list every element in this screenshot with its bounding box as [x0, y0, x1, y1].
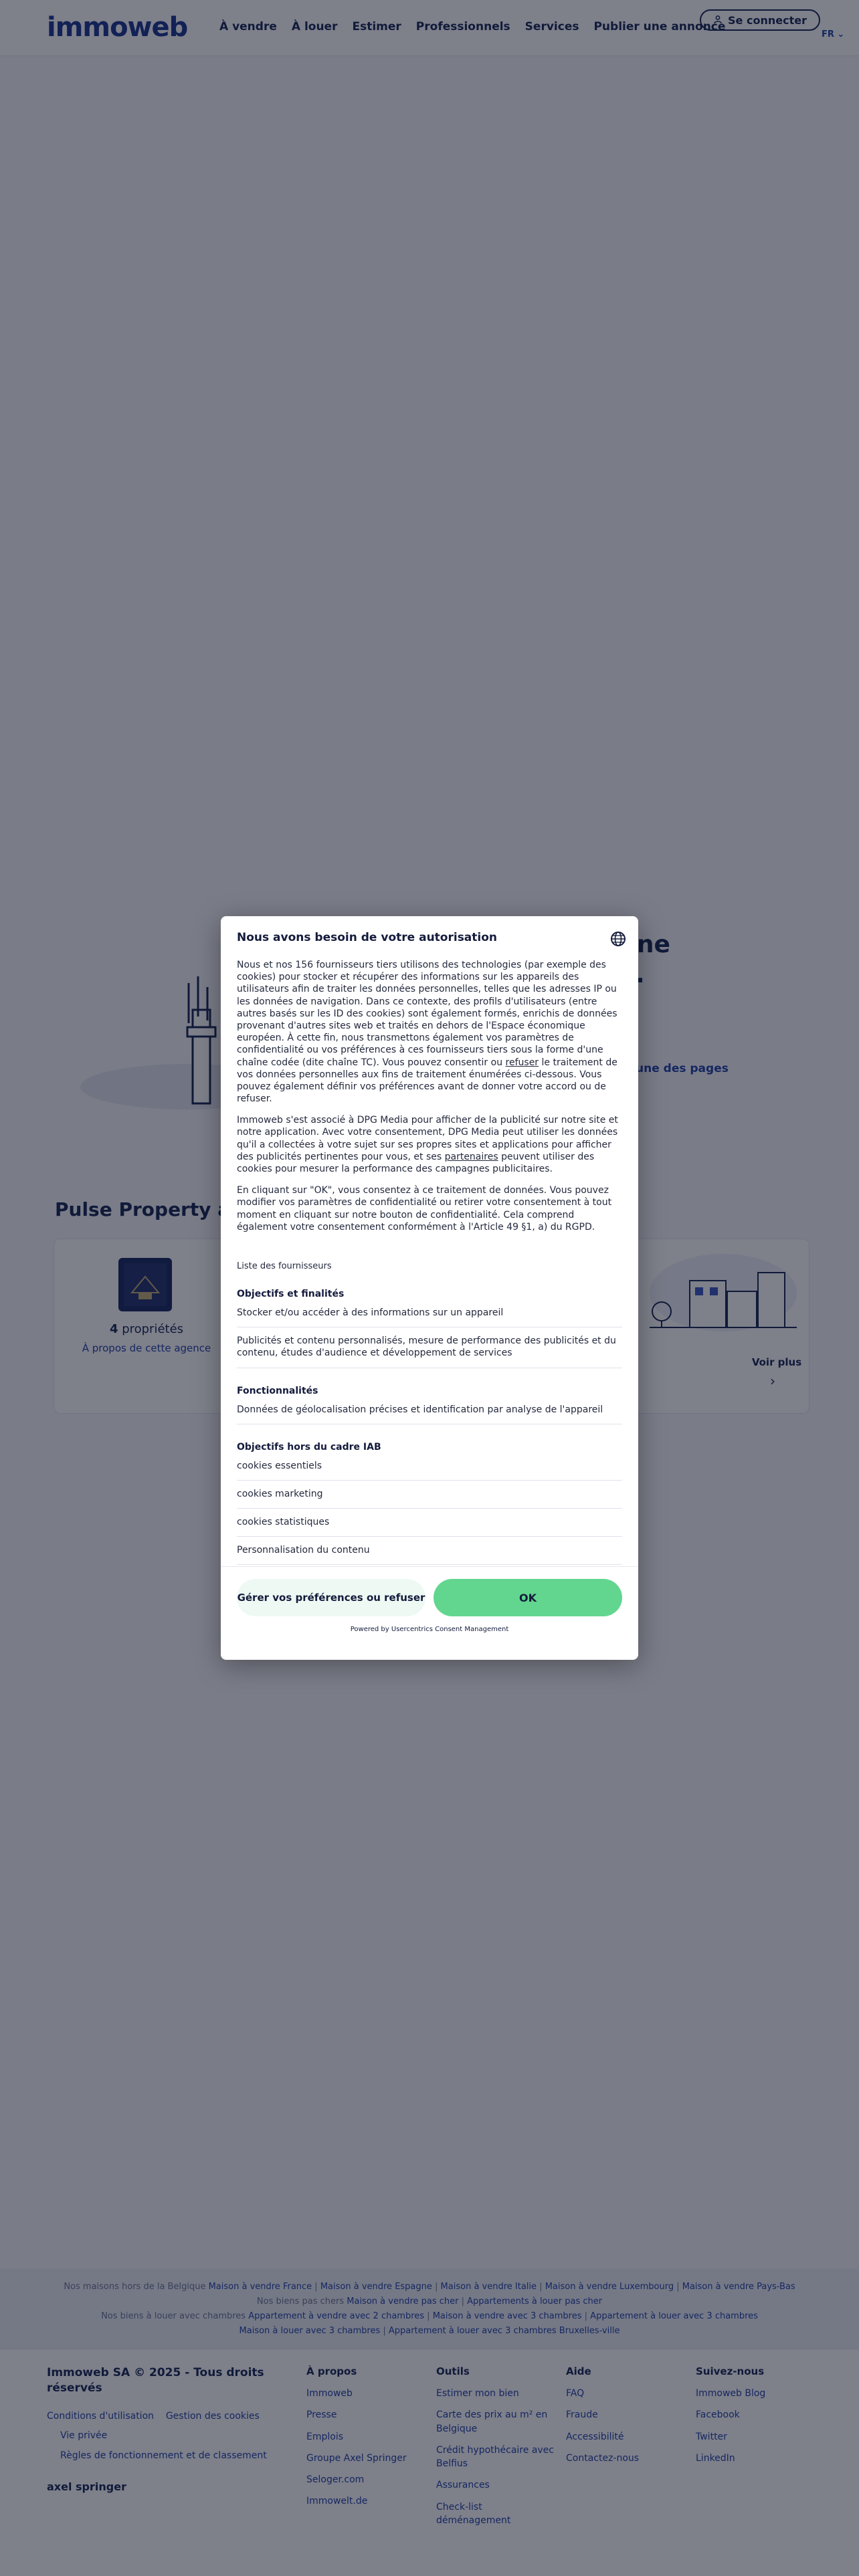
consent-content: [237, 931, 622, 1565]
ok-button[interactable]: OK: [434, 1579, 622, 1616]
consent-p1-b: le traitement de vos données personnelles aux fins de traitement énumérées ci-dessous. Vous pouvez également définir vos préférences avant de donner votre accord ou de refuser.: [237, 1057, 617, 1105]
powered-by: Powered by Usercentrics Consent Management: [350, 1626, 509, 1633]
section-title-features: Fonctionnalités: [237, 1385, 318, 1396]
section-title-purposes: Objectifs et finalités: [237, 1288, 345, 1299]
non-iab-item[interactable]: cookies essentiels: [237, 1453, 622, 1481]
consent-p2-b: peuvent utiliser des cookies pour mesurer la performance des campagnes publicitaires.: [237, 1151, 595, 1174]
consent-paragraph-2: [237, 1114, 622, 1175]
consent-p2-a: Immoweb s'est associé à DPG Media pour afficher de la publicité sur notre site et notre application. Avec votre consentement, DPG Media peut utiliser les données qu'il a collectées à votre sujet sur ses propres sites et applications pour afficher des publicités pertinentes pour vous, et ses: [237, 1115, 618, 1162]
manage-preferences-button[interactable]: Gérer vos préférences ou refuser: [237, 1579, 425, 1616]
consent-paragraph-1: [237, 959, 622, 1105]
non-iab-item[interactable]: cookies statistiques: [237, 1509, 622, 1537]
section-title-non-iab: Objectifs hors du cadre IAB: [237, 1441, 381, 1453]
partners-link[interactable]: partenaires: [444, 1151, 498, 1162]
consent-p1-a: Nous et nos 156 fournisseurs tiers utilisons des technologies (par exemple des cookies) pour stocker et récupérer des informations sur les appareils des utilisateurs afin de traiter les données personnelles, telles que les adresses IP ou les données de navigation. Dans ce contexte, des profils d'utilisateurs (entre autres basés sur les ID des cookies) sont également formés, enrichis de données provenant d'autres sites web et traités en dehors de l'Espace économique européen. À cette fin, nous transmettons également vos paramètres de confidentialité ou vos préférences à ces fournisseurs tiers sous la forme d'une chaîne codée (dite chaîne TC). Vous pouvez consentir ou: [237, 960, 617, 1068]
consent-footer: [221, 1566, 638, 1660]
refuse-link[interactable]: refuser: [505, 1057, 539, 1068]
non-iab-item[interactable]: Personnalisation du contenu: [237, 1537, 622, 1565]
vendors-list-link[interactable]: Liste des fournisseurs: [237, 1261, 332, 1271]
consent-paragraph-3: En cliquant sur "OK", vous consentez à ce traitement de données. Vous pouvez modifier vos paramètres de confidentialité ou retirer votre consentement à tout moment en cliquant sur notre bouton de confidentialité. Cela comprend également votre consentement conformément à l'Article 49 §1, a) du RGPD.: [237, 1185, 612, 1232]
feature-item[interactable]: Données de géolocalisation précises et identification par analyse de l'appareil: [237, 1396, 622, 1424]
purpose-item[interactable]: Stocker et/ou accéder à des informations sur un appareil: [237, 1299, 622, 1327]
non-iab-item[interactable]: cookies marketing: [237, 1481, 622, 1509]
consent-modal: [221, 916, 638, 1660]
purpose-item[interactable]: Publicités et contenu personnalisés, mesure de performance des publicités et du contenu, études d'audience et développement de services: [237, 1327, 622, 1368]
consent-title: Nous avons besoin de votre autorisation: [237, 931, 498, 944]
